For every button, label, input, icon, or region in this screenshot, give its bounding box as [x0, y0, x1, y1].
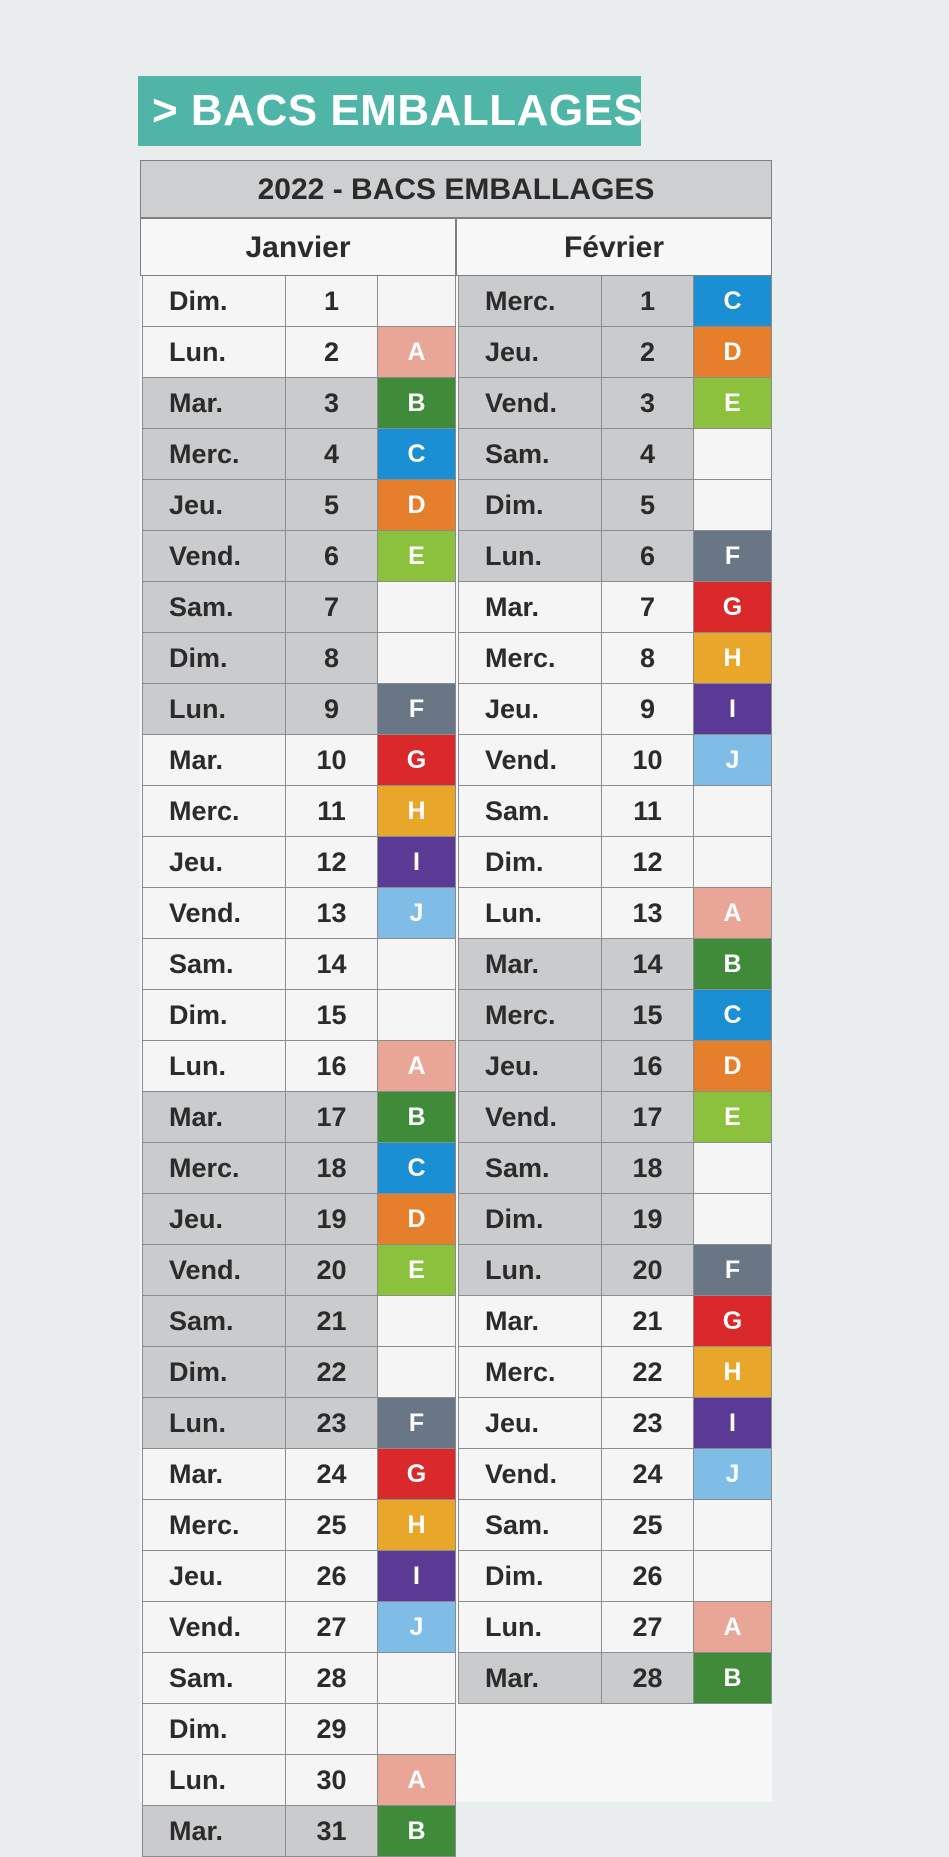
bin-code-cell: D — [694, 1041, 772, 1091]
weekday-cell: Jeu. — [458, 1398, 602, 1448]
day-row — [458, 1041, 772, 1092]
weekday-cell: Lun. — [458, 531, 602, 581]
weekday-cell: Mar. — [458, 582, 602, 632]
bin-code-cell — [694, 1194, 772, 1244]
day-row — [458, 1143, 772, 1194]
bin-code-cell: A — [694, 1602, 772, 1652]
day-row — [458, 531, 772, 582]
day-row — [458, 939, 772, 990]
date-cell: 13 — [286, 888, 378, 938]
day-row — [142, 837, 456, 888]
date-cell: 29 — [286, 1704, 378, 1754]
bin-code-cell: B — [378, 1806, 456, 1856]
day-row — [142, 1806, 456, 1857]
month-header-fevrier: Février — [456, 218, 772, 276]
date-cell: 23 — [602, 1398, 694, 1448]
day-row — [142, 1347, 456, 1398]
weekday-cell: Lun. — [142, 327, 286, 377]
bin-code-cell: F — [694, 531, 772, 581]
weekday-cell: Dim. — [458, 1551, 602, 1601]
day-row — [142, 888, 456, 939]
weekday-cell: Sam. — [458, 1143, 602, 1193]
day-row — [458, 582, 772, 633]
weekday-cell: Jeu. — [142, 837, 286, 887]
day-row — [458, 1194, 772, 1245]
weekday-cell: Lun. — [142, 1041, 286, 1091]
date-cell: 11 — [286, 786, 378, 836]
bin-code-cell: A — [378, 327, 456, 377]
date-cell: 16 — [602, 1041, 694, 1091]
bin-code-cell — [378, 990, 456, 1040]
weekday-cell: Jeu. — [142, 1551, 286, 1601]
date-cell: 2 — [286, 327, 378, 377]
weekday-cell: Dim. — [458, 480, 602, 530]
weekday-cell: Mar. — [142, 378, 286, 428]
fevrier-column — [458, 276, 772, 1704]
bin-code-cell: C — [694, 990, 772, 1040]
day-row — [142, 1194, 456, 1245]
bin-code-cell: G — [378, 735, 456, 785]
date-cell: 24 — [286, 1449, 378, 1499]
date-cell: 7 — [286, 582, 378, 632]
bin-code-cell — [378, 633, 456, 683]
day-row — [458, 1500, 772, 1551]
weekday-cell: Dim. — [142, 1347, 286, 1397]
bin-code-cell: G — [378, 1449, 456, 1499]
day-row — [458, 837, 772, 888]
bin-code-cell: D — [378, 1194, 456, 1244]
bin-code-cell — [378, 276, 456, 326]
weekday-cell: Mar. — [142, 1806, 286, 1856]
bin-code-cell: B — [694, 1653, 772, 1703]
bin-code-cell: G — [694, 1296, 772, 1346]
day-row — [142, 1653, 456, 1704]
weekday-cell: Mar. — [458, 1296, 602, 1346]
day-row — [142, 1041, 456, 1092]
date-cell: 22 — [602, 1347, 694, 1397]
date-cell: 21 — [602, 1296, 694, 1346]
day-row — [142, 1755, 456, 1806]
day-row — [458, 1602, 772, 1653]
day-row — [458, 1653, 772, 1704]
date-cell: 2 — [602, 327, 694, 377]
day-row — [142, 582, 456, 633]
weekday-cell: Dim. — [142, 276, 286, 326]
date-cell: 18 — [602, 1143, 694, 1193]
weekday-cell: Vend. — [458, 1092, 602, 1142]
month-header-janvier: Janvier — [140, 218, 456, 276]
weekday-cell: Merc. — [142, 786, 286, 836]
day-row — [142, 735, 456, 786]
bin-code-cell — [378, 1653, 456, 1703]
weekday-cell: Sam. — [142, 939, 286, 989]
date-cell: 7 — [602, 582, 694, 632]
day-row — [458, 684, 772, 735]
weekday-cell: Mar. — [458, 939, 602, 989]
weekday-cell: Sam. — [142, 582, 286, 632]
day-row — [458, 1347, 772, 1398]
date-cell: 12 — [602, 837, 694, 887]
weekday-cell: Mar. — [142, 1092, 286, 1142]
day-row — [142, 531, 456, 582]
weekday-cell: Lun. — [458, 1245, 602, 1295]
day-row — [142, 1500, 456, 1551]
day-row — [458, 429, 772, 480]
weekday-cell: Vend. — [142, 531, 286, 581]
date-cell: 4 — [286, 429, 378, 479]
day-row — [458, 1449, 772, 1500]
bin-code-cell: H — [694, 1347, 772, 1397]
date-cell: 5 — [602, 480, 694, 530]
bin-code-cell — [694, 1551, 772, 1601]
date-cell: 17 — [286, 1092, 378, 1142]
bin-code-cell: D — [378, 480, 456, 530]
janvier-column — [142, 276, 456, 1857]
date-cell: 6 — [602, 531, 694, 581]
bin-code-cell: J — [694, 1449, 772, 1499]
day-row — [142, 480, 456, 531]
section-banner: > BACS EMBALLAGES — [138, 76, 641, 146]
bin-code-cell: A — [378, 1755, 456, 1805]
date-cell: 14 — [286, 939, 378, 989]
weekday-cell: Dim. — [142, 633, 286, 683]
weekday-cell: Dim. — [142, 990, 286, 1040]
date-cell: 13 — [602, 888, 694, 938]
weekday-cell: Jeu. — [458, 1041, 602, 1091]
day-row — [142, 1092, 456, 1143]
bin-code-cell: B — [694, 939, 772, 989]
weekday-cell: Dim. — [142, 1704, 286, 1754]
bin-code-cell — [694, 786, 772, 836]
date-cell: 15 — [602, 990, 694, 1040]
date-cell: 18 — [286, 1143, 378, 1193]
weekday-cell: Sam. — [458, 429, 602, 479]
day-row — [458, 276, 772, 327]
weekday-cell: Lun. — [142, 1398, 286, 1448]
day-row — [458, 735, 772, 786]
date-cell: 25 — [602, 1500, 694, 1550]
date-cell: 5 — [286, 480, 378, 530]
bin-code-cell: B — [378, 378, 456, 428]
day-row — [142, 786, 456, 837]
bin-code-cell: J — [694, 735, 772, 785]
bin-code-cell: E — [694, 378, 772, 428]
day-row — [142, 429, 456, 480]
date-cell: 6 — [286, 531, 378, 581]
date-cell: 10 — [602, 735, 694, 785]
date-cell: 8 — [602, 633, 694, 683]
day-row — [142, 276, 456, 327]
bin-code-cell — [694, 1500, 772, 1550]
bin-code-cell: A — [378, 1041, 456, 1091]
weekday-cell: Dim. — [458, 837, 602, 887]
weekday-cell: Sam. — [458, 1500, 602, 1550]
weekday-cell: Mar. — [458, 1653, 602, 1703]
weekday-cell: Vend. — [458, 735, 602, 785]
date-cell: 30 — [286, 1755, 378, 1805]
date-cell: 20 — [286, 1245, 378, 1295]
bin-code-cell — [378, 1347, 456, 1397]
bin-code-cell: I — [694, 1398, 772, 1448]
bin-code-cell: E — [378, 531, 456, 581]
bin-code-cell: F — [378, 1398, 456, 1448]
bin-code-cell: D — [694, 327, 772, 377]
bin-code-cell: C — [694, 276, 772, 326]
date-cell: 8 — [286, 633, 378, 683]
weekday-cell: Merc. — [142, 1143, 286, 1193]
date-cell: 12 — [286, 837, 378, 887]
weekday-cell: Sam. — [142, 1653, 286, 1703]
weekday-cell: Dim. — [458, 1194, 602, 1244]
date-cell: 28 — [602, 1653, 694, 1703]
date-cell: 26 — [602, 1551, 694, 1601]
bin-code-cell: F — [378, 684, 456, 734]
date-cell: 19 — [286, 1194, 378, 1244]
weekday-cell: Sam. — [458, 786, 602, 836]
date-cell: 14 — [602, 939, 694, 989]
weekday-cell: Lun. — [142, 684, 286, 734]
day-row — [142, 1551, 456, 1602]
table-title: 2022 - BACS EMBALLAGES — [140, 160, 772, 218]
weekday-cell: Lun. — [142, 1755, 286, 1805]
date-cell: 4 — [602, 429, 694, 479]
day-row — [458, 327, 772, 378]
calendar-sheet — [140, 160, 772, 1846]
weekday-cell: Merc. — [458, 276, 602, 326]
weekday-cell: Mar. — [142, 735, 286, 785]
date-cell: 22 — [286, 1347, 378, 1397]
weekday-cell: Mar. — [142, 1449, 286, 1499]
weekday-cell: Jeu. — [458, 327, 602, 377]
date-cell: 15 — [286, 990, 378, 1040]
bin-code-cell — [694, 837, 772, 887]
weekday-cell: Vend. — [142, 1602, 286, 1652]
bin-code-cell: I — [694, 684, 772, 734]
day-row — [458, 1296, 772, 1347]
day-row — [458, 480, 772, 531]
weekday-cell: Merc. — [142, 429, 286, 479]
date-cell: 27 — [286, 1602, 378, 1652]
weekday-cell: Vend. — [458, 378, 602, 428]
date-cell: 3 — [602, 378, 694, 428]
day-row — [142, 1398, 456, 1449]
date-cell: 21 — [286, 1296, 378, 1346]
bin-code-cell: A — [694, 888, 772, 938]
day-row — [458, 633, 772, 684]
bin-code-cell: J — [378, 888, 456, 938]
date-cell: 10 — [286, 735, 378, 785]
date-cell: 31 — [286, 1806, 378, 1856]
bin-code-cell: I — [378, 1551, 456, 1601]
day-row — [142, 633, 456, 684]
bin-code-cell: E — [378, 1245, 456, 1295]
day-row — [142, 327, 456, 378]
weekday-cell: Merc. — [458, 1347, 602, 1397]
bin-code-cell — [694, 480, 772, 530]
bin-code-cell: C — [378, 1143, 456, 1193]
bin-code-cell: H — [378, 1500, 456, 1550]
date-cell: 11 — [602, 786, 694, 836]
weekday-cell: Vend. — [142, 888, 286, 938]
bin-code-cell: G — [694, 582, 772, 632]
date-cell: 16 — [286, 1041, 378, 1091]
date-cell: 1 — [602, 276, 694, 326]
date-cell: 9 — [286, 684, 378, 734]
weekday-cell: Jeu. — [458, 684, 602, 734]
bin-code-cell: I — [378, 837, 456, 887]
day-row — [458, 888, 772, 939]
bin-code-cell: E — [694, 1092, 772, 1142]
day-row — [458, 1551, 772, 1602]
weekday-cell: Lun. — [458, 888, 602, 938]
day-row — [142, 1143, 456, 1194]
weekday-cell: Lun. — [458, 1602, 602, 1652]
day-row — [142, 684, 456, 735]
weekday-cell: Merc. — [458, 633, 602, 683]
bin-code-cell — [694, 1143, 772, 1193]
bin-code-cell — [378, 1704, 456, 1754]
weekday-cell: Sam. — [142, 1296, 286, 1346]
bin-code-cell: C — [378, 429, 456, 479]
day-row — [142, 1602, 456, 1653]
bin-code-cell — [378, 1296, 456, 1346]
weekday-cell: Merc. — [458, 990, 602, 1040]
weekday-cell: Jeu. — [142, 1194, 286, 1244]
weekday-cell: Merc. — [142, 1500, 286, 1550]
day-row — [142, 1296, 456, 1347]
day-row — [142, 939, 456, 990]
date-cell: 3 — [286, 378, 378, 428]
date-cell: 24 — [602, 1449, 694, 1499]
date-cell: 23 — [286, 1398, 378, 1448]
day-row — [142, 1704, 456, 1755]
bin-code-cell: J — [378, 1602, 456, 1652]
day-row — [458, 990, 772, 1041]
day-row — [142, 1245, 456, 1296]
day-row — [458, 1092, 772, 1143]
bin-code-cell — [378, 582, 456, 632]
date-cell: 27 — [602, 1602, 694, 1652]
bin-code-cell: H — [378, 786, 456, 836]
bin-code-cell: B — [378, 1092, 456, 1142]
bin-code-cell: H — [694, 633, 772, 683]
day-row — [458, 1398, 772, 1449]
bin-code-cell — [694, 429, 772, 479]
bin-code-cell — [378, 939, 456, 989]
date-cell: 17 — [602, 1092, 694, 1142]
bin-code-cell: F — [694, 1245, 772, 1295]
date-cell: 20 — [602, 1245, 694, 1295]
date-cell: 1 — [286, 276, 378, 326]
day-row — [142, 1449, 456, 1500]
day-row — [458, 1245, 772, 1296]
weekday-cell: Vend. — [142, 1245, 286, 1295]
date-cell: 9 — [602, 684, 694, 734]
day-row — [458, 786, 772, 837]
date-cell: 26 — [286, 1551, 378, 1601]
weekday-cell: Vend. — [458, 1449, 602, 1499]
day-row — [142, 990, 456, 1041]
weekday-cell: Jeu. — [142, 480, 286, 530]
date-cell: 28 — [286, 1653, 378, 1703]
day-row — [458, 378, 772, 429]
date-cell: 25 — [286, 1500, 378, 1550]
date-cell: 19 — [602, 1194, 694, 1244]
day-row — [142, 378, 456, 429]
